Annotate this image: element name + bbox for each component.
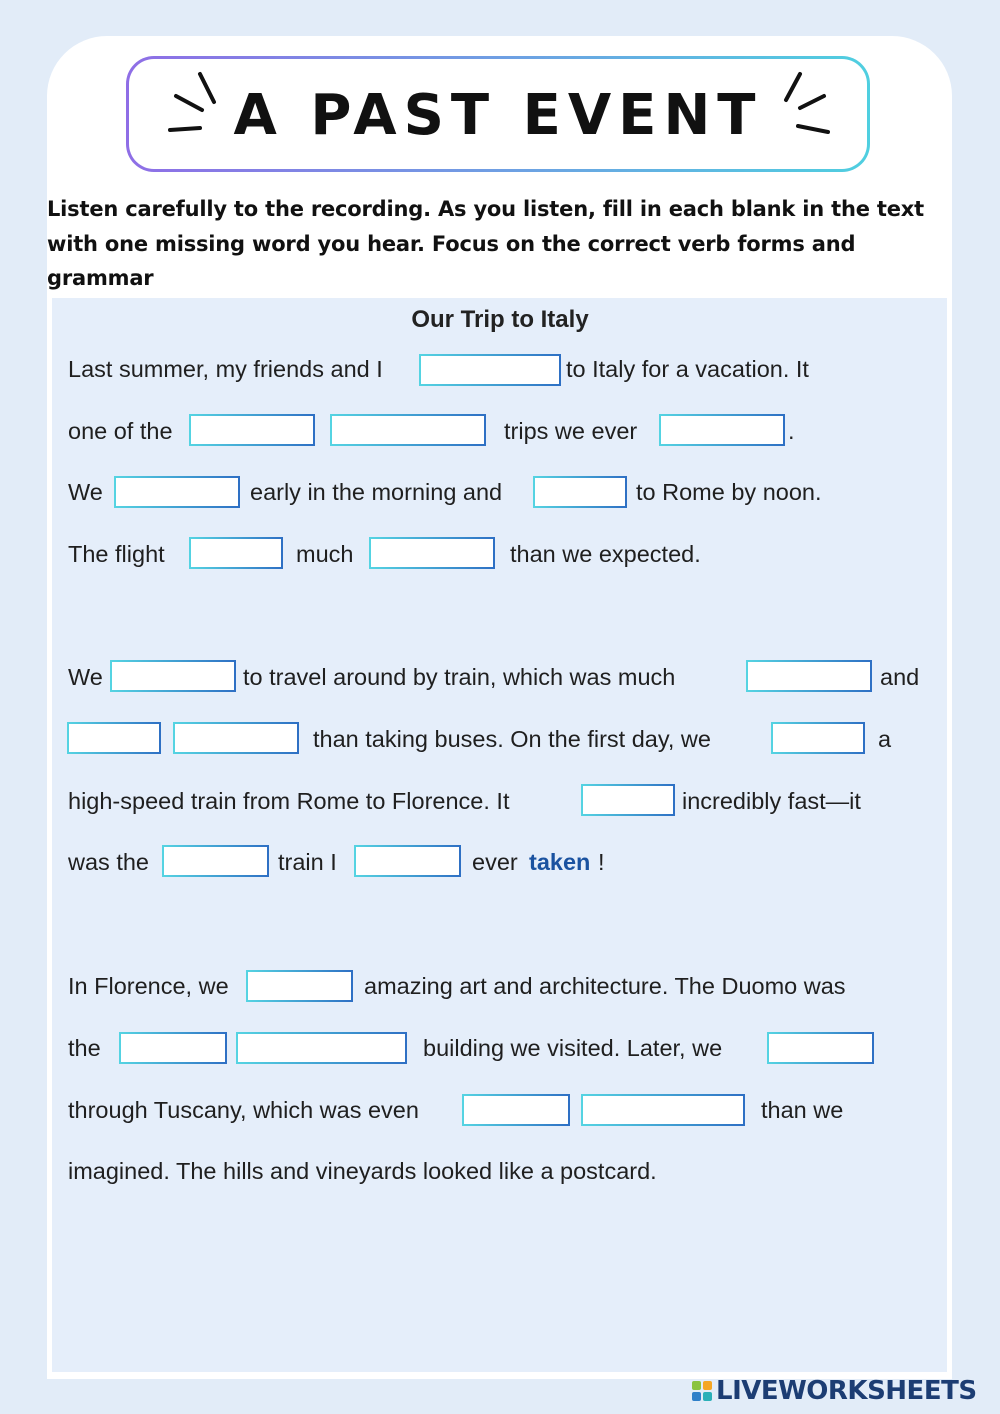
story-text: than we: [761, 1097, 844, 1123]
story-text: the: [68, 1035, 101, 1061]
answer-blank[interactable]: [419, 354, 561, 386]
answer-blank[interactable]: [67, 722, 161, 754]
story-text: one of the: [68, 418, 173, 444]
burst-left-icon: [160, 66, 230, 136]
answer-blank[interactable]: [354, 845, 461, 877]
story-text: than taking buses. On the first day, we: [313, 726, 711, 752]
story-text: trips we ever: [504, 418, 638, 444]
story-text: building we visited. Later, we: [423, 1035, 723, 1061]
story-text: imagined. The hills and vineyards looked like a postcard.: [68, 1158, 657, 1184]
instructions-text: Listen carefully to the recording. As you listen, fill in each blank in the text with one missing word you hear. Focus on the correct verb forms and grammar: [47, 197, 924, 290]
answer-blank[interactable]: [162, 845, 269, 877]
answer-blank[interactable]: [659, 414, 785, 446]
answer-blank[interactable]: [330, 414, 486, 446]
logo-text: LIVEWORKSHEETS: [716, 1376, 977, 1406]
answer-blank[interactable]: [110, 660, 236, 692]
story-text: !: [598, 849, 605, 875]
story-text: to Italy for a vacation. It: [566, 356, 809, 382]
story-text: In Florence, we: [68, 973, 229, 999]
story-text: much: [296, 541, 354, 567]
answer-blank[interactable]: [173, 722, 299, 754]
answer-blank[interactable]: [771, 722, 865, 754]
answer-blank[interactable]: [533, 476, 627, 508]
story-panel: [52, 298, 947, 1372]
story-text: to travel around by train, which was much: [243, 664, 676, 690]
highlighted-word: taken: [529, 849, 591, 875]
answer-blank[interactable]: [581, 1094, 745, 1126]
story-text: a: [878, 726, 892, 752]
story-text: to Rome by noon.: [636, 479, 822, 505]
story-text: We: [68, 664, 103, 690]
answer-blank[interactable]: [189, 537, 283, 569]
story-text: early in the morning and: [250, 479, 503, 505]
story-text: Last summer, my friends and I: [68, 356, 383, 382]
liveworksheets-logo[interactable]: [692, 1376, 977, 1406]
story-text: high-speed train from Rome to Florence. It: [68, 788, 510, 814]
story-text: .: [788, 418, 795, 444]
title-banner: [126, 56, 870, 172]
answer-blank[interactable]: [746, 660, 872, 692]
story-text: than we expected.: [510, 541, 701, 567]
page-title: A PAST EVENT: [233, 83, 763, 148]
answer-blank[interactable]: [246, 970, 353, 1002]
answer-blank[interactable]: [189, 414, 315, 446]
story-title: Our Trip to Italy: [411, 306, 589, 333]
answer-blank[interactable]: [581, 784, 675, 816]
story-text: We: [68, 479, 103, 505]
answer-blank[interactable]: [369, 537, 495, 569]
logo-mark-icon: [692, 1381, 712, 1401]
answer-blank[interactable]: [114, 476, 240, 508]
story-text: amazing art and architecture. The Duomo was: [364, 973, 846, 999]
answer-blank[interactable]: [767, 1032, 874, 1064]
story-text: was the: [68, 849, 149, 875]
story-text: ever: [472, 849, 518, 875]
story-text: and: [880, 664, 920, 690]
story-text: The flight: [68, 541, 165, 567]
story-text: through Tuscany, which was even: [68, 1097, 419, 1123]
story-text: train I: [278, 849, 337, 875]
answer-blank[interactable]: [236, 1032, 407, 1064]
answer-blank[interactable]: [119, 1032, 227, 1064]
burst-right-icon: [770, 66, 840, 136]
answer-blank[interactable]: [462, 1094, 570, 1126]
story-text: incredibly fast—it: [682, 788, 861, 814]
